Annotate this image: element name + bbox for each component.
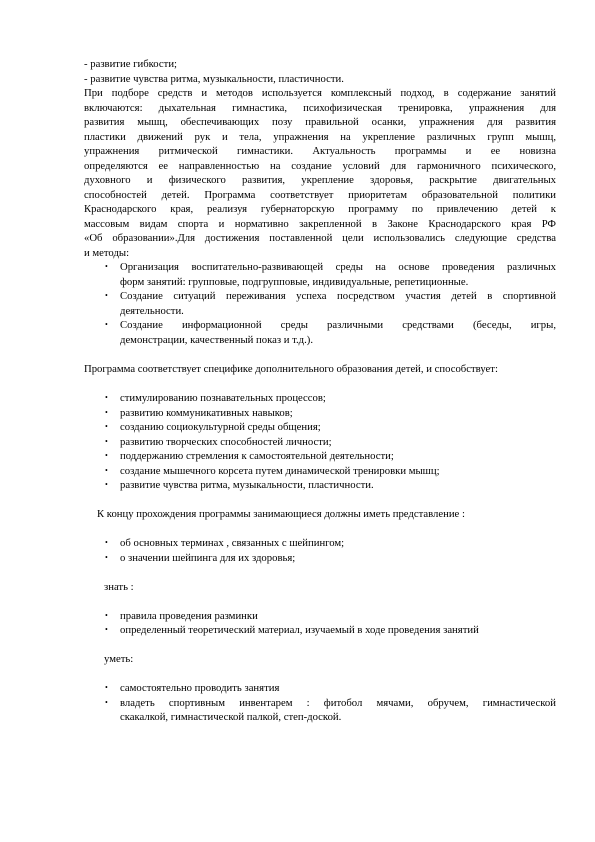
bullet-icon: • [105, 683, 108, 692]
paragraph-line: развития мышц, обеспечивающих позу правильной осанки, упражнения для развития [84, 116, 556, 128]
paragraph-intro: Программа соответствует специфике дополнительного образования детей, и способствует: [84, 363, 498, 375]
list-item-line: демонстрации, качественный показ и т.д.). [120, 334, 314, 346]
bullet-icon: • [105, 466, 108, 475]
bullet-icon: • [105, 437, 108, 446]
list-item-line: Создание ситуаций переживания успеха посредством участия детей в спортивной [120, 290, 556, 302]
list-item: об основных терминах , связанных с шейпингом; [120, 537, 345, 549]
list-item-line: Организация воспитательно-развивающей среды на основе проведения различных [120, 261, 556, 273]
section-label-know: знать : [104, 581, 134, 593]
bullet-icon: • [105, 408, 108, 417]
list-item: стимулированию познавательных процессов; [120, 392, 326, 404]
bullet-icon: • [105, 422, 108, 431]
bullet-icon: • [105, 320, 108, 329]
list-item: о значении шейпинга для их здоровья; [120, 552, 296, 564]
bullet-icon: • [105, 538, 108, 547]
dash-item: - развитие чувства ритма, музыкальности, пластичности. [84, 73, 344, 85]
list-item-line: скакалкой, гимнастической палкой, степ-доской. [120, 711, 342, 723]
list-item-line: Создание информационной среды различными средствами (беседы, игры, [120, 319, 556, 331]
paragraph-line: определяются ее направленностью на создание условий для гармоничного психического, [84, 160, 556, 172]
bullet-icon: • [105, 262, 108, 271]
bullet-icon: • [105, 451, 108, 460]
list-item: созданию социокультурной среды общения; [120, 421, 321, 433]
paragraph-line: духовного и физического развития, укрепление здоровья, раскрытие двигательных [84, 174, 556, 186]
paragraph-line: способностей детей. Программа соответствует приоритетам образовательной политики [84, 189, 556, 201]
list-item: правила проведения разминки [120, 610, 258, 622]
paragraph-line: пластики движений рук и тела, упражнения на укрепление различных групп мышц, [84, 131, 556, 143]
bullet-icon: • [105, 480, 108, 489]
paragraph-intro: К концу прохождения программы занимающиеся должны иметь представление : [97, 508, 465, 520]
bullet-icon: • [105, 553, 108, 562]
list-item: развитию коммуникативных навыков; [120, 407, 293, 419]
paragraph-line: упражнения ритмической гимнастики. Актуальность программы и ее новизна [84, 145, 556, 157]
bullet-icon: • [105, 393, 108, 402]
list-item: определенный теоретический материал, изучаемый в ходе проведения занятий [120, 624, 479, 636]
list-item-line: форм занятий: групповые, подгрупповые, индивидуальные, репетиционные. [120, 276, 469, 288]
list-item: поддержанию стремления к самостоятельной деятельности; [120, 450, 394, 462]
paragraph-line: «Об образовании».Для достижения поставленной цели использовались следующие средства [84, 232, 556, 244]
list-item: развитию творческих способностей личности; [120, 436, 332, 448]
list-item-line: деятельности. [120, 305, 184, 317]
paragraph-line: массовым видам спорта и нормативно закрепленной в Законе Краснодарского края РФ [84, 218, 556, 230]
paragraph-line: включаются: дыхательная гимнастика, психофизическая тренировка, упражнения для [84, 102, 556, 114]
section-label-can: уметь: [104, 653, 134, 665]
bullet-icon: • [105, 698, 108, 707]
list-item: развитие чувства ритма, музыкальности, пластичности. [120, 479, 374, 491]
paragraph-line: Краснодарского края, реализуя губернаторскую программу по привлечению детей к [84, 203, 556, 215]
paragraph-line: и методы: [84, 247, 130, 259]
paragraph-line: При подборе средств и методов используется комплексный подход, в содержание занятий [84, 87, 556, 99]
dash-item: - развитие гибкости; [84, 58, 178, 70]
list-item: самостоятельно проводить занятия [120, 682, 280, 694]
list-item-line: владеть спортивным инвентарем : фитобол мячами, обручем, гимнастической [120, 697, 556, 709]
bullet-icon: • [105, 625, 108, 634]
bullet-icon: • [105, 611, 108, 620]
bullet-icon: • [105, 291, 108, 300]
list-item: создание мышечного корсета путем динамической тренировки мышц; [120, 465, 440, 477]
